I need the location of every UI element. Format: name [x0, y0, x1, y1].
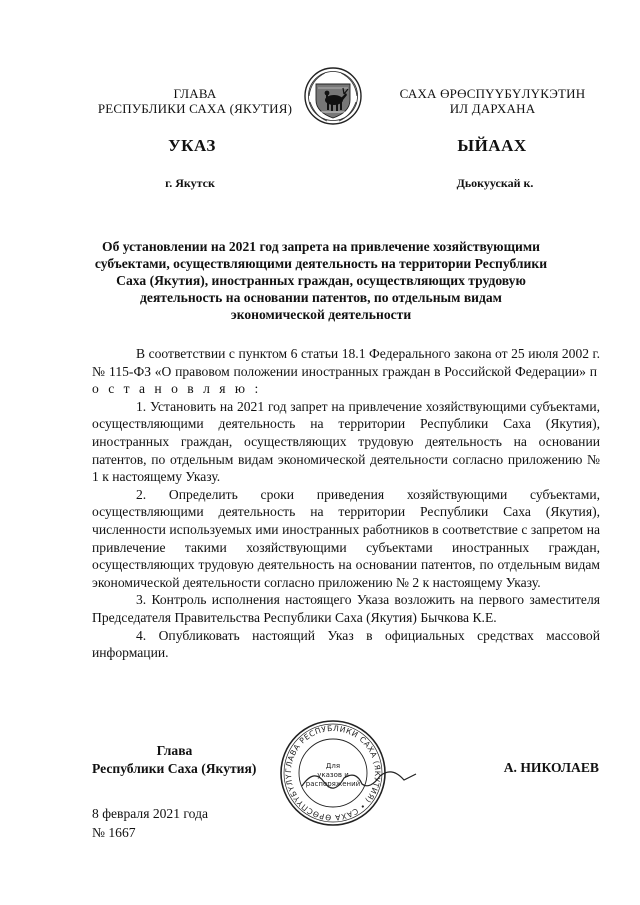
item-3-paragraph: 3. Контроль исполнения настоящего Указа возложить на первого заместителя Председателя Правительства Республики Саха (Якутия) Бычкова К.Е. [92, 592, 600, 625]
item-2-paragraph: 2. Определить сроки приведения хозяйствующими субъектами, осуществляющими деятельность на территории Республики Саха (Якутия), численности используемых ими иностранных работников в соответствие с запретом на привлечение такими хозяйствующими субъектами иностранных граждан, осуществляющих трудовую деятельность на основании патентов, по отдельным видам экономической деятельности согласно приложению № 2 к настоящему Указу. [92, 486, 600, 590]
stamp-center-line3: распоряжений [305, 780, 361, 788]
decree-body [92, 345, 600, 662]
document-type-title: УКАЗ [168, 136, 216, 155]
header-left-block [90, 86, 300, 116]
header-left-line1: ГЛАВА [173, 86, 217, 101]
header-right-block [385, 86, 600, 116]
decree-subject: Об установлении на 2021 год запрета на привлечение хозяйствующими субъектами, осуществляющими деятельность на территории Республики Саха (Якутия), иностранных граждан, осуществляющих трудовую деятельность на основании патентов, по отдельным видам экономической деятельности [94, 239, 548, 322]
stamp-ring-text: ГЛАВА РЕСПУБЛИКИ САХА (ЯКУТИЯ) • САХА ӨРӨСПҮҮБҮЛҮ [283, 723, 383, 823]
header-right-line1: САХА ӨРӨСПҮҮБҮЛҮКЭТИН [399, 86, 586, 101]
stamp-center-line2: указов и [317, 771, 349, 779]
header-right-line2: ИЛ ДАРХАНА [449, 101, 536, 116]
coat-of-arms-emblem [303, 66, 363, 126]
signatory-title-line2: Республики Саха (Якутия) [92, 761, 257, 776]
place-of-issue-sakha: Дьокуускай к. [456, 176, 534, 190]
handwritten-signature [300, 764, 420, 794]
preamble-text: В соответствии с пунктом 6 статьи 18.1 Федерального закона от 25 июля 2002 г. № 115-ФЗ «О правовом положении иностранных граждан в Российской Федерации» [92, 346, 600, 379]
item-4-paragraph: 4. Опубликовать настоящий Указ в официальных средствах массовой информации. [92, 627, 600, 661]
place-of-issue: г. Якутск [165, 176, 215, 190]
decree-number: № 1667 [92, 825, 136, 840]
decree-date: 8 февраля 2021 года [92, 806, 209, 821]
signatory-name: А. НИКОЛАЕВ [503, 760, 599, 775]
decree-date-number [92, 804, 208, 842]
stamp-center-line1: Для [325, 762, 341, 770]
signatory-title [92, 742, 277, 778]
resolve-word: п о с т а н о в л я ю : [92, 363, 600, 397]
item-1-paragraph: 1. Установить на 2021 год запрет на привлечение хозяйствующими субъектами, осуществляющими деятельность на территории Республики Саха (Якутия), иностранных граждан, осуществляющих трудовую деятельность на основании патентов, по отдельным видам экономической деятельности согласно приложению № 1 к настоящему Указу. [92, 398, 600, 485]
preamble-paragraph [92, 345, 600, 398]
header-left-line2: РЕСПУБЛИКИ САХА (ЯКУТИЯ) [97, 101, 293, 116]
signatory-title-line1: Глава [156, 743, 193, 758]
document-type-title-sakha: ЫЙААХ [457, 136, 527, 155]
